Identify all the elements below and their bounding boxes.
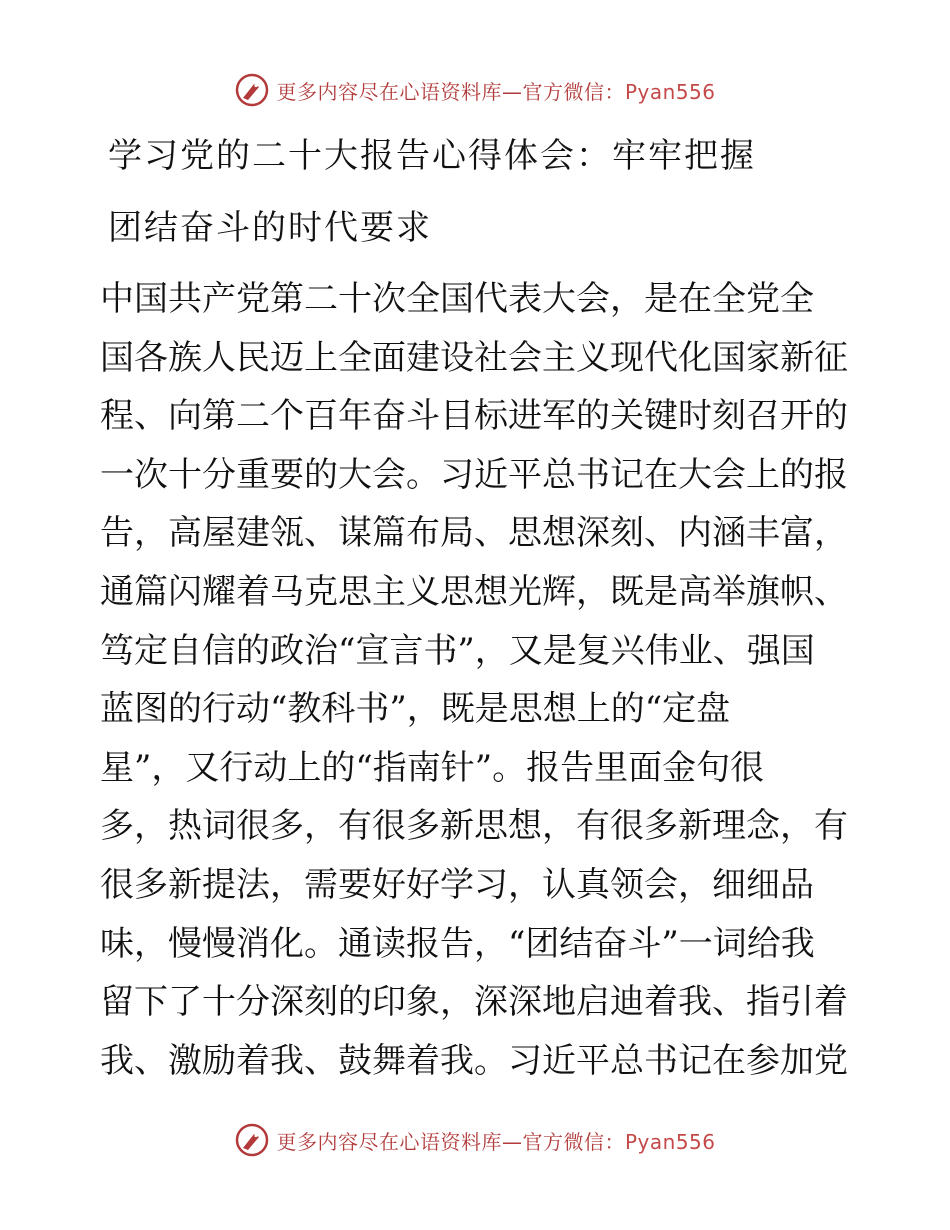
header-text: 更多内容尽在心语资料库—官方微信：: [276, 79, 625, 104]
body-line: 国各族人民迈上全面建设社会主义现代化国家新征: [100, 337, 848, 378]
footer-wechat-handle: Pyan556: [624, 1129, 716, 1154]
body-line: 星”，又行动上的“指南针”。报告里面金句很: [100, 747, 765, 788]
body-line: 通篇闪耀着马克思主义思想光辉，既是高举旗帜、: [100, 571, 848, 612]
document-title-line-2: 团结奋斗的时代要求: [108, 208, 432, 248]
body-line: 多，热词很多，有很多新思想，有很多新理念，有: [100, 806, 848, 847]
document-title-line-1: 学习党的二十大报告心得体会：牢牢把握: [108, 136, 756, 176]
pen-nib-logo-icon: [234, 1122, 270, 1158]
body-line: 一次十分重要的大会。习近平总书记在大会上的报: [100, 454, 848, 495]
body-line: 告，高屋建瓴、谋篇布局、思想深刻、内涵丰富，: [100, 513, 848, 554]
body-line: 中国共产党第二十次全国代表大会，是在全党全: [100, 279, 814, 319]
pen-nib-logo-icon: [234, 72, 270, 108]
footer-banner-text: [276, 1126, 715, 1155]
body-line: 程、向第二个百年奋斗目标进军的关键时刻召开的: [100, 396, 848, 437]
header-wechat-handle: Pyan556: [624, 79, 716, 104]
body-line: 留下了十分深刻的印象，深深地启迪着我、指引着: [100, 982, 848, 1023]
header-banner: [0, 70, 950, 110]
document-body: [100, 270, 850, 1090]
body-line: 笃定自信的政治“宣言书”，又是复兴伟业、强国: [100, 630, 815, 671]
body-line: 我、激励着我、鼓舞着我。习近平总书记在参加党: [100, 1040, 848, 1081]
footer-text: 更多内容尽在心语资料库—官方微信：: [276, 1129, 625, 1154]
header-banner-text: [276, 76, 715, 105]
body-line: 很多新提法，需要好好学习，认真领会，细细品: [100, 864, 814, 905]
footer-banner: [0, 1120, 950, 1160]
body-line: 味，慢慢消化。通读报告，“团结奋斗”一词给我: [100, 923, 815, 964]
body-line: 蓝图的行动“教科书”，既是思想上的“定盘: [100, 689, 731, 730]
